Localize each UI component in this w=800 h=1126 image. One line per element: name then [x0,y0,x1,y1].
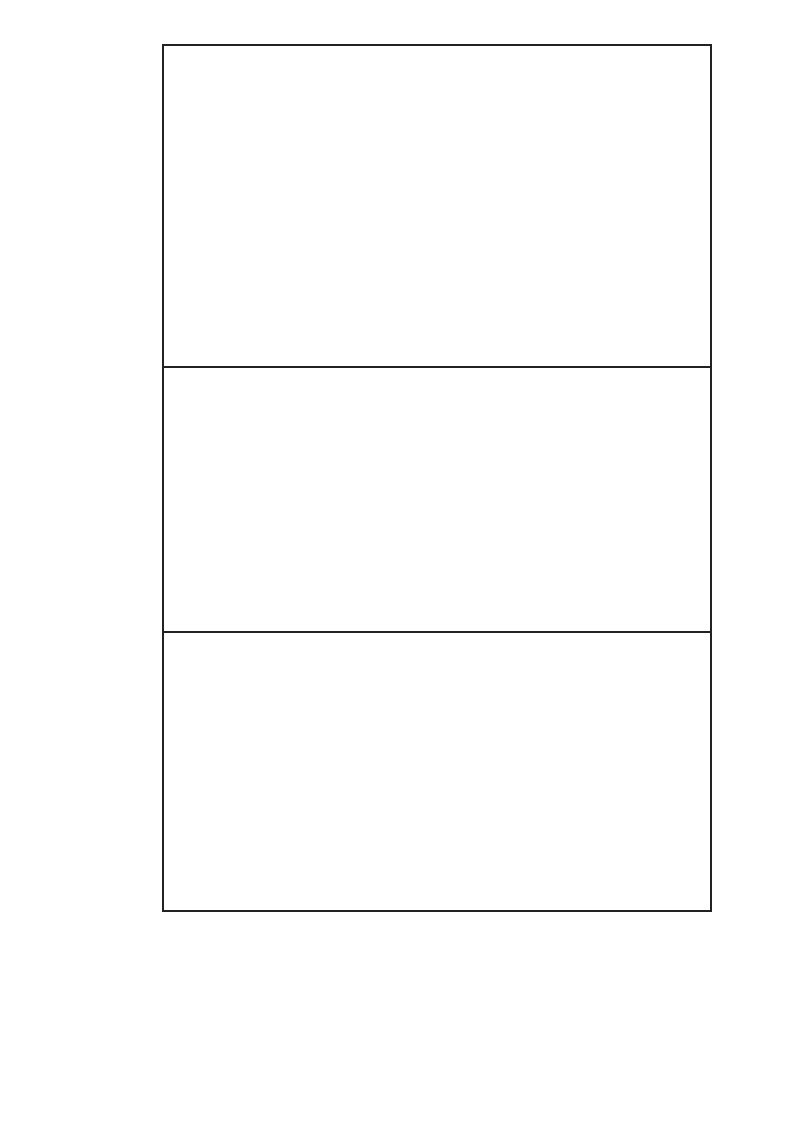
section-divider-2 [162,631,712,633]
page-frame [162,44,712,912]
section-divider-1 [162,366,712,368]
